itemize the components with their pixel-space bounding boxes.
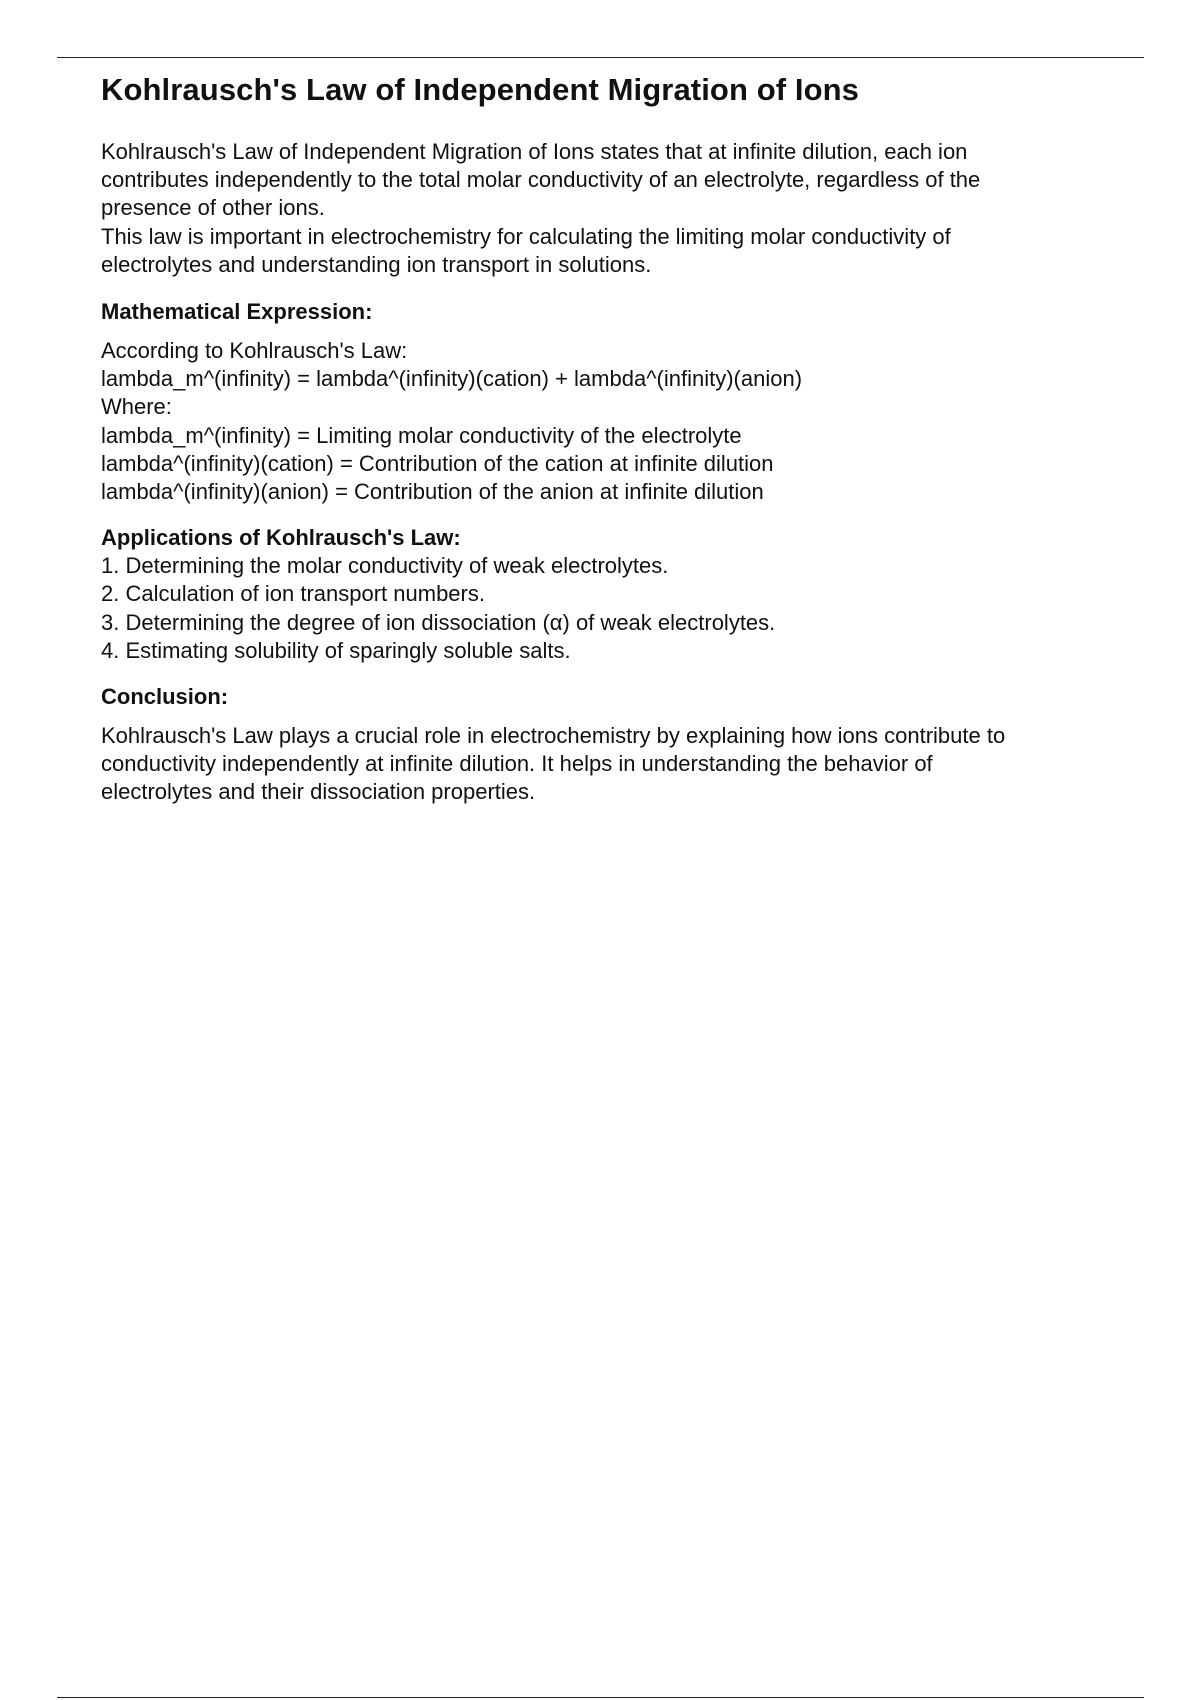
bottom-rule: [57, 1697, 1144, 1698]
conclusion-line: electrolytes and their dissociation properties.: [101, 779, 536, 805]
intro-paragraph: [101, 138, 1101, 279]
math-heading: Mathematical Expression:: [101, 299, 373, 325]
formula-line: lambda_m^(infinity) = lambda^(infinity)(cation) + lambda^(infinity)(anion): [101, 366, 803, 392]
math-expression-block: [101, 337, 1101, 506]
intro-line: electrolytes and understanding ion transport in solutions.: [101, 251, 652, 277]
intro-line: Kohlrausch's Law of Independent Migration of Ions states that at infinite dilution, each ion: [101, 139, 968, 164]
list-item: 2. Calculation of ion transport numbers.: [101, 581, 485, 607]
top-rule: [57, 57, 1144, 58]
applications-list: [101, 552, 1101, 665]
document-body: [101, 70, 1101, 807]
definition-line: lambda_m^(infinity) = Limiting molar conductivity of the electrolyte: [101, 422, 742, 448]
intro-line: contributes independently to the total molar conductivity of an electrolyte, regardless of the: [101, 167, 981, 193]
conclusion-line: Kohlrausch's Law plays a crucial role in electrochemistry by explaining how ions contribute to: [101, 723, 1006, 749]
math-line: According to Kohlrausch's Law:: [101, 338, 408, 364]
conclusion-paragraph: [101, 722, 1101, 807]
math-line: Where:: [101, 394, 172, 420]
conclusion-line: conductivity independently at infinite dilution. It helps in understanding the behavior of: [101, 751, 933, 777]
applications-heading: Applications of Kohlrausch's Law:: [101, 525, 461, 551]
list-item: 1. Determining the molar conductivity of weak electrolytes.: [101, 553, 669, 579]
intro-line: This law is important in electrochemistry for calculating the limiting molar conductivity of: [101, 223, 951, 249]
definition-line: lambda^(infinity)(cation) = Contribution of the cation at infinite dilution: [101, 450, 774, 476]
intro-line: presence of other ions.: [101, 195, 325, 221]
conclusion-heading: Conclusion:: [101, 684, 229, 710]
list-item: 4. Estimating solubility of sparingly soluble salts.: [101, 637, 571, 663]
list-item: 3. Determining the degree of ion dissociation (α) of weak electrolytes.: [101, 609, 776, 635]
page-title: Kohlrausch's Law of Independent Migration of Ions: [101, 72, 860, 107]
definition-line: lambda^(infinity)(anion) = Contribution of the anion at infinite dilution: [101, 479, 764, 505]
